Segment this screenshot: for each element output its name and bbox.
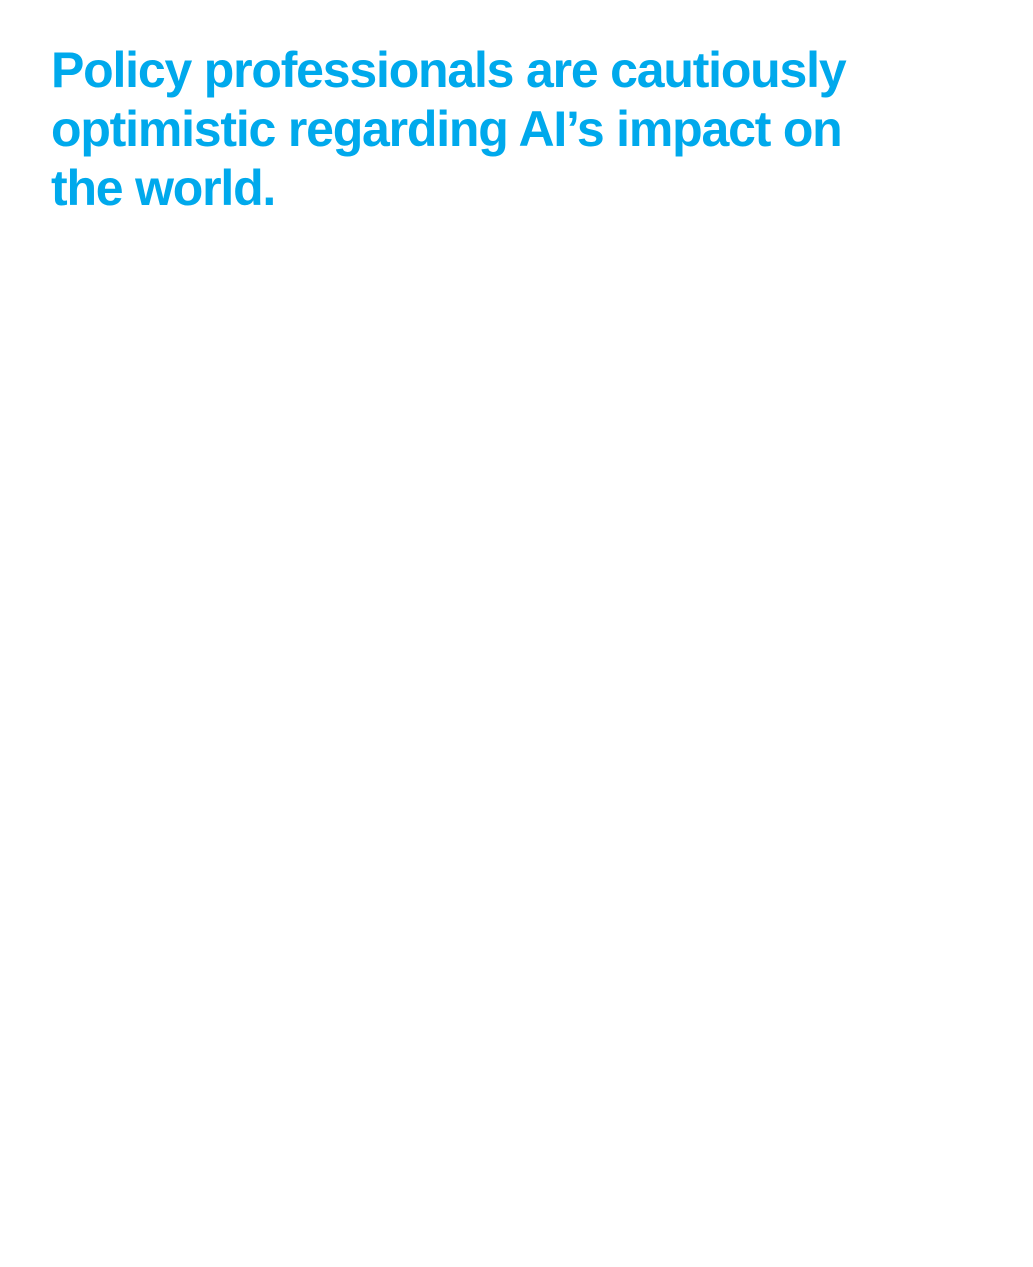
headline-line-3: the world. (51, 160, 276, 216)
headline-line-2: optimistic regarding AI’s impact on (51, 101, 842, 157)
headline-line-1: Policy professionals are cautiously (51, 42, 846, 98)
slide-headline (51, 41, 911, 218)
